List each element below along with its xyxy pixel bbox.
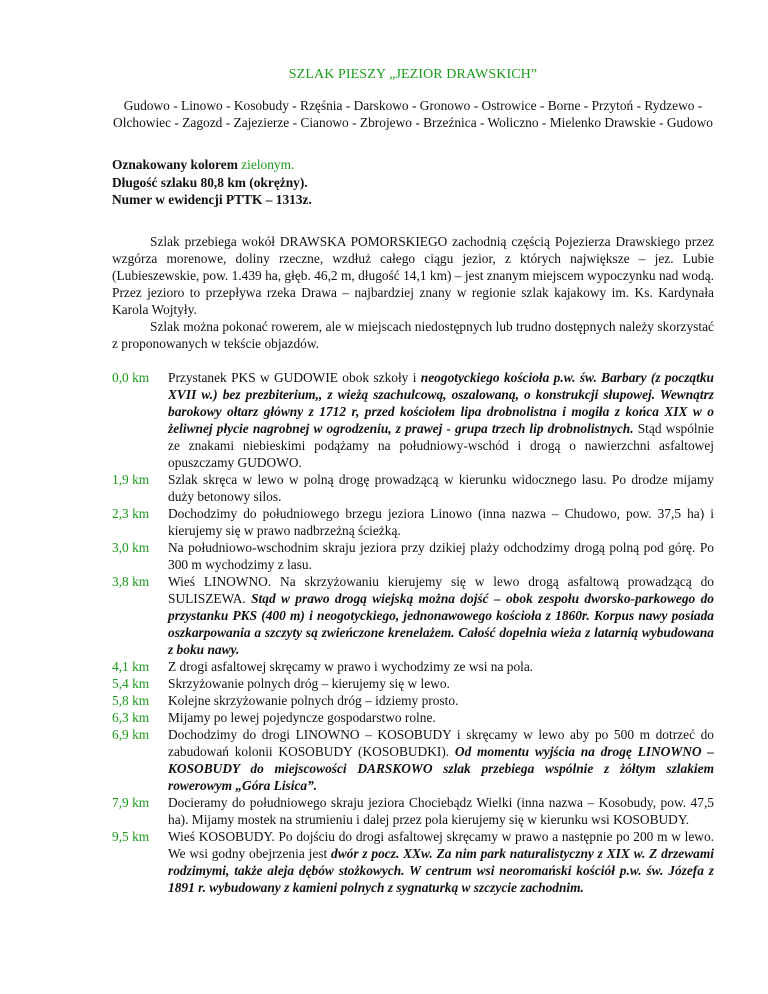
entry-text-emphasis: dwór z pocz. XXw. Za nim park naturalistyczny z XIX w. Z drzewami rodzimymi, także aleja dębów stożkowych. W centrum wsi neoromański kościół p.w. św. Józefa z 1891 r. wybudowany z kamieni polnych z sygnaturką w szczycie zachodnim. <box>168 845 715 895</box>
entry-text <box>168 505 714 539</box>
entry-text-plain: Przystanek PKS w GUDOWIE obok szkoły i <box>168 369 421 385</box>
trail-info <box>112 156 714 209</box>
entry-text <box>168 369 714 471</box>
entry-text-plain: Z drogi asfaltowej skręcamy w prawo i wychodzimy ze wsi na pola. <box>168 658 534 674</box>
entry-km: 5,4 km <box>112 675 150 691</box>
entry-text <box>168 658 714 675</box>
entry-km: 1,9 km <box>112 471 150 487</box>
entry-text-plain: Wieś LINOWNO. Na skrzyżowaniu kierujemy się w lewo drogą asfaltową prowadzącą do SULISZEWA. <box>168 573 714 606</box>
itinerary-entry <box>112 471 714 505</box>
entry-text-plain: Stąd wspólnie ze znakami niebieskimi podążamy na południowy-wschód i drogą o nawierzchni asfaltowej opuszczamy GUDOWO. <box>168 420 714 470</box>
entry-text <box>168 794 714 828</box>
entry-text-plain: Docieramy do południowego skraju jeziora Chociebądz Wielki (inna nazwa – Kosobudy, pow. 47,5 ha). Mijamy mostek na strumieniu i dalej przez pola kierujemy się w kierunku wsi KOSOBUDY. <box>168 794 714 827</box>
entry-km: 3,8 km <box>112 573 150 589</box>
entry-text-plain: Dochodzimy do południowego brzegu jeziora Linowo (inna nazwa – Chudowo, pow. 37,5 ha) i kierujemy się w prawo nadbrzeżną ścieżką. <box>168 505 714 538</box>
trail-length: Długość szlaku 80,8 km (okrężny). <box>112 174 308 190</box>
itinerary-entry <box>112 675 714 692</box>
itinerary-entry <box>112 794 714 828</box>
itinerary-entry <box>112 828 714 896</box>
entry-km: 9,5 km <box>112 828 150 844</box>
trail-color-line <box>112 156 714 174</box>
trail-color-label: Oznakowany kolorem <box>112 157 242 172</box>
entry-text <box>168 726 714 794</box>
entry-km: 6,9 km <box>112 726 150 742</box>
entry-km: 7,9 km <box>112 794 150 810</box>
entry-km: 0,0 km <box>112 369 150 385</box>
itinerary-entry <box>112 658 714 675</box>
trail-color-value: zielonym. <box>241 157 295 172</box>
entry-text-plain: Skrzyżowanie polnych dróg – kierujemy się w lewo. <box>168 675 450 691</box>
entry-text <box>168 471 714 505</box>
trail-number: Numer w ewidencji PTTK – 1313z. <box>112 192 312 207</box>
entry-text-plain: Kolejne skrzyżowanie polnych dróg – idziemy prosto. <box>168 692 459 708</box>
entry-text-plain: Na południowo-wschodnim skraju jeziora przy dzikiej plaży odchodzimy drogą polną pod górę. Po 300 m wychodzimy z lasu. <box>168 539 714 572</box>
entry-km: 2,3 km <box>112 505 150 521</box>
itinerary-entry <box>112 573 714 658</box>
entry-text <box>168 828 714 896</box>
entry-km: 6,3 km <box>112 709 150 725</box>
itinerary-list <box>112 369 714 896</box>
intro-section <box>112 233 714 352</box>
intro-paragraph: Szlak przebiega wokół DRAWSKA POMORSKIEGO zachodnią częścią Pojezierza Drawskiego przez wzgórza morenowe, doliny rzeczne, wzdłuż całego ciągu jezior, z których największe – jez. Lubie (Lubieszewskie, pow. 1.439 ha, głęb. 46,2 m, długość 14,1 km) – jest znanym miejscem wypoczynku nad wodą. Przez jezioro to przepływa rzeka Drawa – najbardziej znany w regionie szlak kajakowy im. Ks. Kardynała Karola Wojtyły. <box>112 233 714 317</box>
entry-text <box>168 709 714 726</box>
entry-km: 3,0 km <box>112 539 150 555</box>
entry-text <box>168 692 714 709</box>
itinerary-entry <box>112 726 714 794</box>
itinerary-entry <box>112 709 714 726</box>
entry-km: 5,8 km <box>112 692 150 708</box>
entry-text-plain: Wieś KOSOBUDY. Po dojściu do drogi asfaltowej skręcamy w prawo a następnie po 200 m w lewo. We wsi godny obejrzenia jest <box>168 828 714 861</box>
intro-paragraph: Szlak można pokonać rowerem, ale w miejscach niedostępnych lub trudno dostępnych należy skorzystać z proponowanych w tekście objazdów. <box>112 318 714 351</box>
itinerary-entry <box>112 692 714 709</box>
itinerary-entry <box>112 505 714 539</box>
entry-text-emphasis: Stąd w prawo drogą wiejską można dojść – obok zespołu dworsko-parkowego do przystanku PKS (400 m) i neogotyckiego, jednonawowego kościoła z 1860r. Korpus nawy posiada oszkarpowania a szczyty są zwieńczone krenelażem. Całość dopełnia wieża z latarnią wybudowana z boku nawy. <box>168 590 714 657</box>
entry-text <box>168 675 714 692</box>
entry-text <box>168 573 714 658</box>
page-title: SZLAK PIESZY „JEZIOR DRAWSKICH” <box>288 67 538 82</box>
entry-text-plain: Szlak skręca w lewo w polną drogę prowadzącą w kierunku widocznego lasu. Po drodze mijamy duży betonowy silos. <box>168 471 714 504</box>
route-list: Gudowo - Linowo - Kosobudy - Rzęśnia - Darskowo - Gronowo - Ostrowice - Borne - Przytoń - Rydzewo - Olchowiec - Zagozd - Zajezierze - Cianowo - Zbrojewo - Brzeźnica - Woliczno - Mielenko Drawskie - Gudowo <box>113 98 713 130</box>
itinerary-entry <box>112 369 714 471</box>
entry-text-emphasis: Od momentu wyjścia na drogę LINOWNO – KOSOBUDY do miejscowości DARSKOWO szlak przebiega wspólnie z żółtym szlakiem rowerowym „Góra Lisica”. <box>168 743 714 793</box>
entry-text <box>168 539 714 573</box>
entry-text-plain: Dochodzimy do drogi LINOWNO – KOSOBUDY i skręcamy w lewo aby po 500 m dotrzeć do zabudowań kolonii KOSOBUDY (KOSOBUDKI). <box>168 726 714 759</box>
entry-km: 4,1 km <box>112 658 150 674</box>
entry-text-plain: Mijamy po lewej pojedyncze gospodarstwo rolne. <box>168 709 436 725</box>
itinerary-entry <box>112 539 714 573</box>
entry-text-emphasis: neogotyckiego kościoła p.w. św. Barbary (z początku XVII w.) bez prezbiterium,, z wieżą szachulcową, oszalowaną, o konstrukcji słupowej. Wewnątrz barokowy ołtarz główny z 1712 r, przed kościołem lipa drobnolistna i mogiła z końca XIX w o żeliwnej płycie nagrobnej w ogrodzeniu, z prawej - grupa trzech lip drobnolistnych. <box>168 369 714 436</box>
